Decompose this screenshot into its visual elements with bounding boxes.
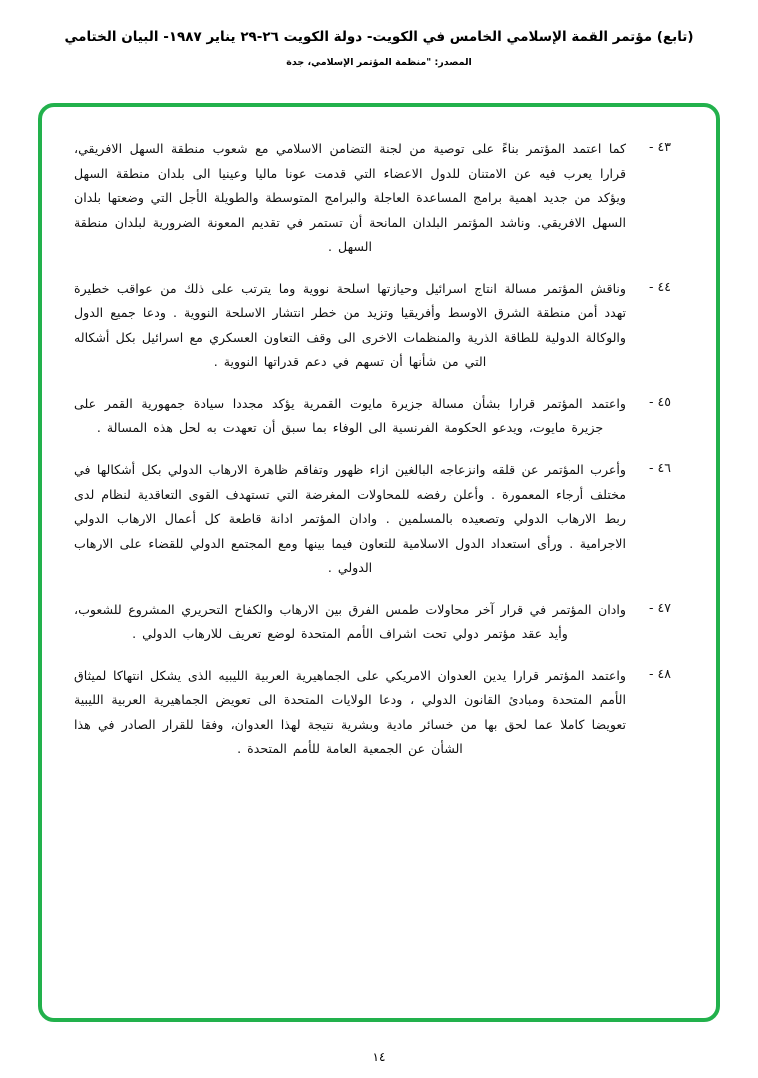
list-item [68,392,690,441]
header-source: المصدر: "منظمة المؤتمر الإسلامي، جدة [286,56,472,68]
clause-text: واعتمد المؤتمر قرارا بشأن مسالة جزيرة مايوت القمرية يؤكد مجددا سيادة جمهورية القمر على جزيرة مايوت، ويدعو الحكومة الفرنسية الى الوفاء بما سبق أن تعهدت به لحل هذه المسالة . [74,395,626,436]
clause-text: كما اعتمد المؤتمر بناءً على توصية من لجنة التضامن الاسلامي مع شعوب منطقة السهل الافريقي، قرارا يعرب فيه عن الامتنان للدول الاعضاء التي قدمت عونا ماليا وعينيا الى بلدان منطقة السهل ويؤكد من جديد اهمية برامج المساعدة العاجلة والبرامج المتوسطة والطويلة الأجل التي وضعتها بلدان السهل الافريقي. وناشد المؤتمر البلدان المانحة أن تستمر في تقديم المعونة الضرورية لبلدان منطقة السهل . [74,141,626,255]
clauses-list [68,137,690,1000]
clause-text: وادان المؤتمر في قرار آخر محاولات طمس الفرق بين الارهاب والكفاح التحريري المشروع للشعوب، وأيد عقد مؤتمر دولي تحت اشراف الأمم المتحدة لوضع تعريف للارهاب الدولي . [74,601,626,642]
clause-number: ٤٣ - [649,139,671,154]
list-item [68,277,690,375]
clause-number: ٤٤ - [649,278,671,294]
clause-number: ٤٦ - [649,460,671,476]
list-item [68,664,690,762]
page-number: ١٤ [372,1050,386,1064]
clause-text: واعتمد المؤتمر قرارا يدين العدوان الامريكي على الجماهيرية العربية الليبيه الذى يشكل انتهاكا لميثاق الأمم المتحدة ومبادئ القانون الدولي ، ودعا الولايات المتحدة الى تعويض الجماهيرية العربية الليبية تعويضا كاملا عما لحق بها من خسائر مادية وبشرية نتيجة لهذا العدوان، وفقا للقرار الصادر في هذا الشأن عن الجمعية العامة للأمم المتحدة . [74,667,626,757]
clause-text: وناقش المؤتمر مسالة انتاج اسرائيل وحيازتها اسلحة نووية وما يترتب على ذلك من عواقب خطيرة تهدد أمن منطقة الشرق الاوسط وأفريقيا وتزيد من خطر انتشار الاسلحة النووية . ودعا جميع الدول والوكالة الدولية للطاقة الذرية والمنظمات الاخرى الى وقف التعاون العسكري مع اسرائيل بكل أشكاله التي من شأنها أن تسهم في دعم قدراتها النووية . [74,280,626,370]
header-title: (تابع) مؤتمر القمة الإسلامي الخامس في الكويت- دولة الكويت ٢٦-٢٩ يناير ١٩٨٧- البيان الختامي [64,29,694,45]
list-item [68,137,690,260]
clause-text: وأعرب المؤتمر عن قلقه وانزعاجه البالغين ازاء ظهور وتفاقم ظاهرة الارهاب الدولي بكل أشكالها في مختلف أرجاء المعمورة . وأعلن رفضه للمحاولات المغرضة التي تستهدف القوى التعاقدية لنظام لدى ربط الارهاب الدولي وتصعيده بالمسلمين . وادان المؤتمر ادانة قاطعة كل أعمال الارهاب الدولي الاجرامية . ورأى استعداد الدول الاسلامية للتعاون فيما بينها ومع المجتمع الدولي للقضاء على الارهاب الدولي . [74,462,626,576]
list-item [68,598,690,647]
clause-number: ٤٨ - [649,665,671,681]
content-frame [38,103,720,1022]
clause-number: ٤٧ - [649,599,671,615]
list-item [68,458,690,581]
page-header [0,0,758,69]
clause-number: ٤٥ - [649,393,671,409]
